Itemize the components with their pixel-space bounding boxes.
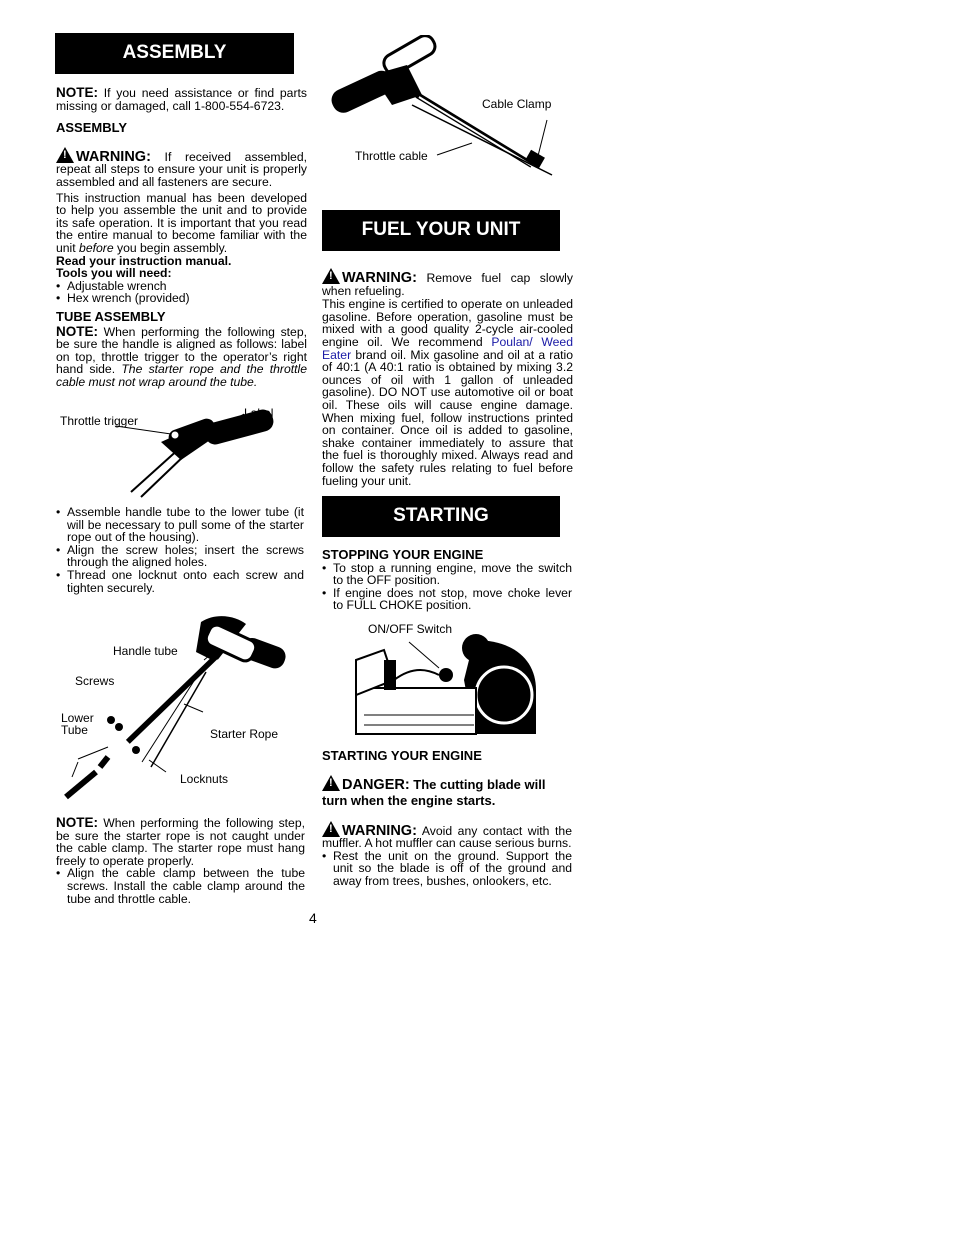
warning-icon <box>322 821 340 837</box>
list-item: • Align the screw holes; insert the screws through the aligned holes. <box>56 544 304 569</box>
fuel-text-a: This engine is certified to operate on unleaded gasoline. Before operation, gasoline must be mixed with a good quality 2-cycle air-cooled engine oil. We recommend <box>322 297 573 349</box>
note-text: When performing the following step, be sure the starter rope is not caught under the cable clamp. The starter rope must hang freely to operate properly. <box>56 816 305 868</box>
note-assistance <box>56 87 307 112</box>
note-label: NOTE: <box>56 815 98 830</box>
cable-clamp-figure <box>322 35 572 185</box>
note-emphasis: The starter rope and the throttle cable must not wrap around the tube. <box>56 362 307 389</box>
list-item: • Align the cable clamp between the tube screws. Install the cable clamp around the tube and throttle cable. <box>56 867 305 905</box>
warning-label: WARNING: <box>342 270 417 286</box>
stopping-section <box>322 549 572 612</box>
warning-label: WARNING: <box>342 822 417 839</box>
assembly-heading: ASSEMBLY <box>56 120 128 136</box>
onoff-switch-figure <box>354 620 538 735</box>
lower-tube-callout-line1: Lower <box>61 711 94 725</box>
label-callout: Label <box>244 406 274 420</box>
muffler-warning <box>322 821 572 850</box>
intro-emphasis: before <box>79 240 114 255</box>
tools-list <box>56 280 307 305</box>
note-text: If you need assistance or find parts missing or damaged, call 1-800-554-6723. <box>56 86 307 113</box>
note-handle-alignment <box>56 323 307 389</box>
clamp-steps-list <box>56 867 305 905</box>
cable-clamp-note <box>56 817 305 905</box>
stopping-heading: STOPPING YOUR ENGINE <box>322 547 484 562</box>
starting-section <box>322 750 572 888</box>
locknuts-callout: Locknuts <box>180 772 229 786</box>
list-item: • Assemble handle tube to the lower tube (it will be necessary to pull some of the starter rope out of the housing). <box>56 506 304 544</box>
fuel-text-b: brand oil. Mix gasoline and oil at a ratio of 40:1 (A 40:1 ratio is obtained by mixing 3.2 ounces of oil with 1 gallon of unleaded gasoline). DO NOT use automotive oil or boat oil. These oils will cause engine damage. When mixing fuel, follow instructions printed on container. Once oil is added to gasoline, shake container immediately to assure that the fuel is thoroughly mixed. Always read and follow the safety rules relating to fuel before fueling your unit. <box>322 347 573 488</box>
warning-text: Avoid any contact with the muffler. A hot muffler can cause serious burns. <box>322 823 572 851</box>
steps-list <box>56 506 304 594</box>
handle-tube-callout: Handle tube <box>113 644 178 658</box>
warning-icon <box>56 147 74 163</box>
list-item: • Thread one locknut onto each screw and tighten securely. <box>56 569 304 594</box>
assembly-banner <box>55 33 294 74</box>
intro-text-a: This instruction manual has been developed to help you assemble the unit and to provide its safe operation. It is important that you read the entire manual to become familiar with the unit <box>56 190 307 255</box>
page-number: 4 <box>309 910 317 926</box>
left-column <box>56 87 307 388</box>
danger-icon <box>322 775 340 791</box>
warning-text: Remove fuel cap slowly when refueling. <box>322 271 573 298</box>
list-item: • To stop a running engine, move the switch to the OFF position. <box>322 562 572 587</box>
assembly-banner-title: ASSEMBLY <box>122 42 227 64</box>
intro-text-b: you begin assembly. <box>113 240 228 255</box>
list-item: • Hex wrench (provided) <box>56 292 307 305</box>
note-label: NOTE: <box>56 323 98 339</box>
list-item: • Rest the unit on the ground. Support the unit so the blade is off of the ground and away from trees, bushes, onlookers, etc. <box>322 850 572 888</box>
tools-heading: Tools you will need: <box>56 266 172 281</box>
warning-text: If received assembled, repeat all steps to ensure your unit is properly assembled and all fasteners are secure. <box>56 149 307 189</box>
starter-rope-callout: Starter Rope <box>210 727 279 741</box>
warning-label: WARNING: <box>76 148 151 165</box>
fuel-banner <box>322 210 560 251</box>
throttle-trigger-callout: Throttle trigger <box>60 414 139 428</box>
warning-assembled <box>56 147 307 189</box>
warning-icon <box>322 268 340 284</box>
cable-clamp-callout: Cable Clamp <box>482 97 552 111</box>
danger-text: The cutting blade will turn when the engine starts. <box>322 776 546 808</box>
starting-banner <box>322 496 560 537</box>
fuel-warning <box>322 268 573 297</box>
starting-list <box>322 850 572 888</box>
fuel-section <box>322 268 573 487</box>
tube-assembly-figure <box>56 612 307 802</box>
fuel-banner-title: FUEL YOUR UNIT <box>361 219 521 241</box>
handle-figure <box>56 402 307 500</box>
throttle-cable-callout: Throttle cable <box>355 149 428 163</box>
note-starter-rope <box>56 817 305 867</box>
read-manual-note: Read your instruction manual. <box>56 253 232 268</box>
fuel-instructions <box>322 298 573 487</box>
screws-callout: Screws <box>75 674 115 688</box>
danger-label: DANGER: <box>342 776 410 793</box>
lower-tube-callout-line2: Tube <box>61 723 88 737</box>
danger-notice <box>322 775 572 809</box>
stopping-list <box>322 562 572 612</box>
note-label: NOTE: <box>56 85 98 100</box>
note-text: When performing the following step, be sure the handle is aligned as follows: label on top, throttle trigger to the operator’s right hand side. <box>56 324 307 377</box>
intro-paragraph <box>56 192 307 255</box>
tube-assembly-heading: TUBE ASSEMBLY <box>56 308 166 324</box>
onoff-switch-callout: ON/OFF Switch <box>368 622 453 636</box>
starting-banner-title: STARTING <box>393 505 489 527</box>
list-item: • If engine does not stop, move choke lever to FULL CHOKE position. <box>322 587 572 612</box>
starting-heading: STARTING YOUR ENGINE <box>322 748 482 763</box>
poulan-weed-eater-link[interactable]: Poulan/ Weed Eater <box>322 334 573 362</box>
list-item: • Adjustable wrench <box>56 280 307 293</box>
engine-illustration <box>354 620 538 735</box>
assembly-steps <box>56 506 304 594</box>
